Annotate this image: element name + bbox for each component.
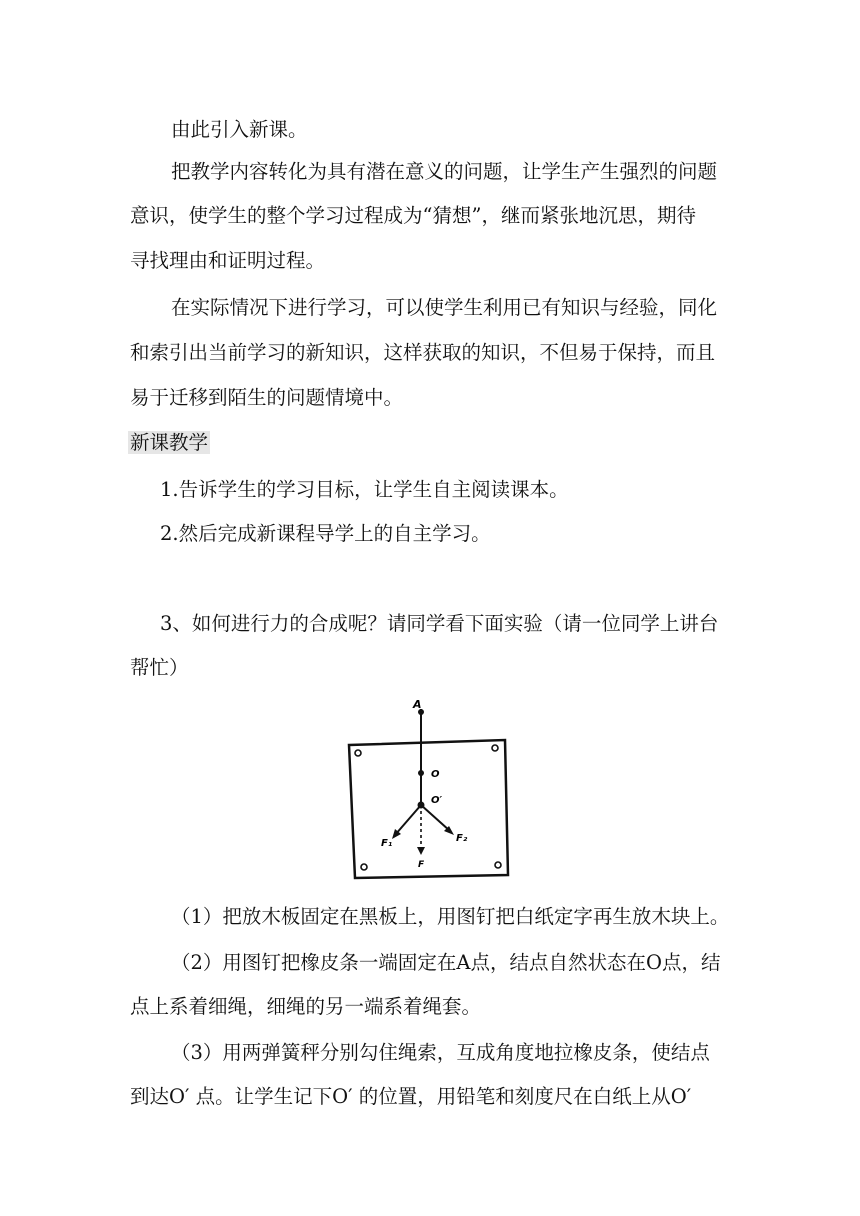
paragraph-2-line-2: 和索引出当前学习的新知识，这样获取的知识，不但易于保持，而且 bbox=[130, 341, 716, 364]
list-item-3-line-1: 3、如何进行力的合成呢？请同学看下面实验（请一位同学上讲台 bbox=[160, 612, 719, 635]
force-experiment-figure bbox=[345, 695, 515, 890]
label-O: O bbox=[431, 769, 440, 780]
label-F1: F₁ bbox=[381, 838, 393, 849]
list-item-2: 2.然后完成新课程导学上的自主学习。 bbox=[160, 522, 491, 545]
label-F: F bbox=[418, 860, 425, 870]
pin-icon bbox=[361, 864, 367, 870]
section-heading bbox=[128, 431, 210, 455]
paragraph-1-line-1: 把教学内容转化为具有潜在意义的问题，让学生产生强烈的问题 bbox=[171, 160, 718, 183]
paragraph-1-line-2: 意识，使学生的整个学习过程成为“猜想”，继而紧张地沉思，期待 bbox=[130, 204, 696, 227]
paragraph-2-line-3: 易于迁移到陌生的问题情境中。 bbox=[130, 386, 404, 409]
resultant-F-arrowhead bbox=[417, 847, 425, 855]
step-2-line-2: 点上系着细绳，细绳的另一端系着绳套。 bbox=[130, 995, 482, 1018]
label-A: A bbox=[413, 698, 422, 711]
force-F1-arrow bbox=[395, 805, 421, 835]
force-F2-arrow bbox=[421, 805, 450, 831]
paragraph-2-line-1: 在实际情况下进行学习，可以使学生利用已有知识与经验，同化 bbox=[171, 296, 718, 319]
paragraph-intro: 由此引入新课。 bbox=[171, 118, 308, 141]
paragraph-1-line-3: 寻找理由和证明过程。 bbox=[130, 249, 326, 272]
step-1: （1）把放木板固定在黑板上，用图钉把白纸定字再生放木块上。 bbox=[171, 905, 730, 928]
list-item-1: 1.告诉学生的学习目标，让学生自主阅读课本。 bbox=[160, 478, 569, 501]
pin-icon bbox=[492, 745, 498, 751]
pin-icon bbox=[495, 862, 501, 868]
label-F2: F₂ bbox=[456, 833, 468, 844]
pin-icon bbox=[355, 750, 361, 756]
board-outline bbox=[349, 740, 508, 878]
step-3-line-2: 到达O′ 点。让学生记下O′ 的位置，用铅笔和刻度尺在白纸上从O′ bbox=[130, 1085, 692, 1108]
step-3-line-1: （3）用两弹簧秤分别勾住绳索，互成角度地拉橡皮条，使结点 bbox=[171, 1041, 710, 1064]
point-O bbox=[418, 770, 424, 776]
list-item-3-line-2: 帮忙） bbox=[130, 656, 189, 679]
label-O-prime: O′ bbox=[431, 795, 443, 806]
step-2-line-1: （2）用图钉把橡皮条一端固定在A点，结点自然状态在O点，结 bbox=[171, 951, 721, 974]
section-heading-text: 新课教学 bbox=[130, 431, 209, 454]
